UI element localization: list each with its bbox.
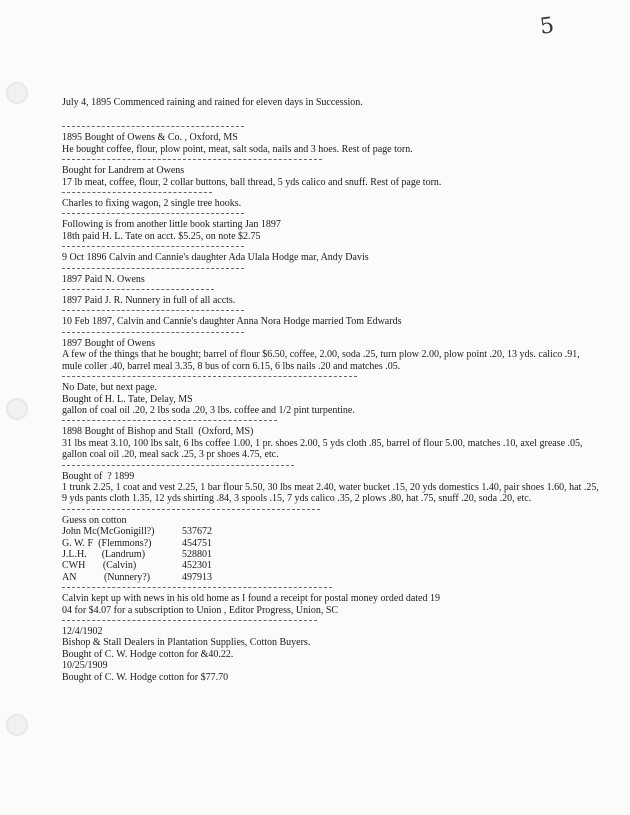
landrem-text: 17 lb meat, coffee, flour, 2 collar buttons, ball thread, 5 yds calico and snuff. Rest of page torn. bbox=[62, 176, 442, 188]
bishop-1909-line: Bought of C. W. Hodge cotton for $77.70 bbox=[62, 671, 229, 683]
separator bbox=[62, 310, 244, 311]
separator bbox=[62, 587, 332, 588]
document-body bbox=[62, 97, 602, 683]
bought-1899-heading: Bought of ? 1899 bbox=[62, 470, 135, 482]
bishop-1898-text: 31 lbs meat 3.10, 100 lbs salt, 6 lbs coffee 1.00, 1 pr. shoes 2.00, 5 yds cloth .85, barrel of flour 5.00, matches .10, axel grease .05, gallon coal oil .20, meal sack .25, 3 pr shoes 4.75, etc. bbox=[62, 437, 583, 461]
paid-nunnery-line: 1897 Paid J. R. Nunnery in full of all accts. bbox=[62, 295, 236, 307]
bishop-1898-heading: 1898 Bought of Bishop and Stall (Oxford, MS) bbox=[62, 426, 254, 438]
cotton-name: John Mc(McGonigill?) bbox=[62, 526, 155, 538]
postal-line-2: 04 for $4.07 for a subscription to Union , Editor Progress, Union, SC bbox=[62, 604, 339, 616]
bishop-1909-date: 10/25/1909 bbox=[62, 660, 108, 672]
cotton-row bbox=[62, 572, 602, 583]
separator bbox=[62, 126, 244, 127]
anna-marriage-line: 10 Feb 1897, Calvin and Cannie's daughter Anna Nora Hodge married Tom Edwards bbox=[62, 316, 402, 328]
cotton-value: 537672 bbox=[182, 526, 212, 538]
little-book-line-2: 18th paid H. L. Tate on acct. $5.25, on note $2.75 bbox=[62, 230, 261, 242]
separator bbox=[62, 268, 244, 269]
separator bbox=[62, 213, 244, 214]
cotton-row bbox=[62, 538, 602, 549]
cotton-row bbox=[62, 549, 602, 560]
intro-line: July 4, 1895 Commenced raining and rained for eleven days in Succession. bbox=[62, 97, 363, 108]
bishop-1902-line-2: Bought of C. W. Hodge cotton for &40.22. bbox=[62, 648, 234, 660]
cotton-row bbox=[62, 560, 602, 571]
cotton-heading: Guess on cotton bbox=[62, 514, 127, 526]
separator bbox=[62, 159, 322, 160]
punch-hole-top bbox=[6, 82, 28, 104]
separator bbox=[62, 620, 317, 621]
cotton-row bbox=[62, 526, 602, 537]
separator bbox=[62, 289, 214, 290]
owens-1895-text: He bought coffee, flour, plow point, meat, salt soda, nails and 3 hoes. Rest of page torn. bbox=[62, 143, 413, 155]
cotton-value: 454751 bbox=[182, 537, 212, 549]
cotton-name: G. W. F (Flemmons?) bbox=[62, 537, 152, 549]
bought-1899-text: 1 trunk 2.25, 1 coat and vest 2.25, 1 bar flour 5.50, 30 lbs meat 2.40, water bucket .15, 20 yds domestics 1.40, pair shoes 1.60, hat .25, 9 yds pants cloth 1.35, 12 yds shirting .84, 3 spools .15, 7 yds calico .35, 2 plows .80, hat .75, snuff .20, soda .20, etc. bbox=[62, 481, 599, 505]
separator bbox=[62, 376, 357, 377]
charles-line: Charles to fixing wagon, 2 single tree hooks. bbox=[62, 198, 242, 210]
cotton-value: 528801 bbox=[182, 548, 212, 560]
separator bbox=[62, 420, 277, 421]
bishop-1902-line-1: Bishop & Stall Dealers in Plantation Supplies, Cotton Buyers. bbox=[62, 637, 311, 649]
cotton-table bbox=[62, 526, 602, 583]
cotton-name: AN (Nunnery?) bbox=[62, 571, 151, 583]
tate-line-3: gallon of coal oil .20, 2 lbs soda .20, 3 lbs. coffee and 1/2 pint turpentine. bbox=[62, 404, 355, 416]
tate-line-2: Bought of H. L. Tate, Delay, MS bbox=[62, 393, 193, 405]
postal-line-1: Calvin kept up with news in his old home as I found a receipt for postal money orded dated 19 bbox=[62, 593, 440, 605]
cotton-value: 497913 bbox=[182, 571, 212, 583]
punch-hole-middle bbox=[6, 398, 28, 420]
cotton-value: 452301 bbox=[182, 560, 212, 572]
separator bbox=[62, 246, 244, 247]
punch-hole-bottom bbox=[6, 714, 28, 736]
separator bbox=[62, 509, 320, 510]
cotton-name: CWH (Calvin) bbox=[62, 560, 137, 572]
bishop-1902-date: 12/4/1902 bbox=[62, 626, 103, 637]
page-number: 5 bbox=[538, 13, 556, 40]
owens-1897-text: A few of the things that he bought; barrel of flour $6.50, coffee, 2.00, soda .25, turn plow 2.00, plow point .20, 13 yds. calico .91, mule coller .40, barrel meal 3.35, 8 bus of corn 6.15, 6 lbs nails .20 and matches .05. bbox=[62, 349, 580, 372]
little-book-line-1: Following is from another little book starting Jan 1897 bbox=[62, 219, 281, 231]
owens-1895-heading: 1895 Bought of Owens & Co. , Oxford, MS bbox=[62, 132, 238, 144]
tate-line-1: No Date, but next page. bbox=[62, 382, 157, 394]
separator bbox=[62, 465, 294, 466]
separator bbox=[62, 332, 244, 333]
owens-1897-heading: 1897 Bought of Owens bbox=[62, 337, 156, 349]
separator bbox=[62, 192, 212, 193]
paid-owens-line: 1897 Paid N. Owens bbox=[62, 273, 145, 285]
landrem-heading: Bought for Landrem at Owens bbox=[62, 165, 185, 177]
ada-marriage-line: 9 Oct 1896 Calvin and Cannie's daughter Ada Ulala Hodge mar, Andy Davis bbox=[62, 252, 369, 264]
cotton-name: J.L.H. (Landrum) bbox=[62, 548, 146, 560]
